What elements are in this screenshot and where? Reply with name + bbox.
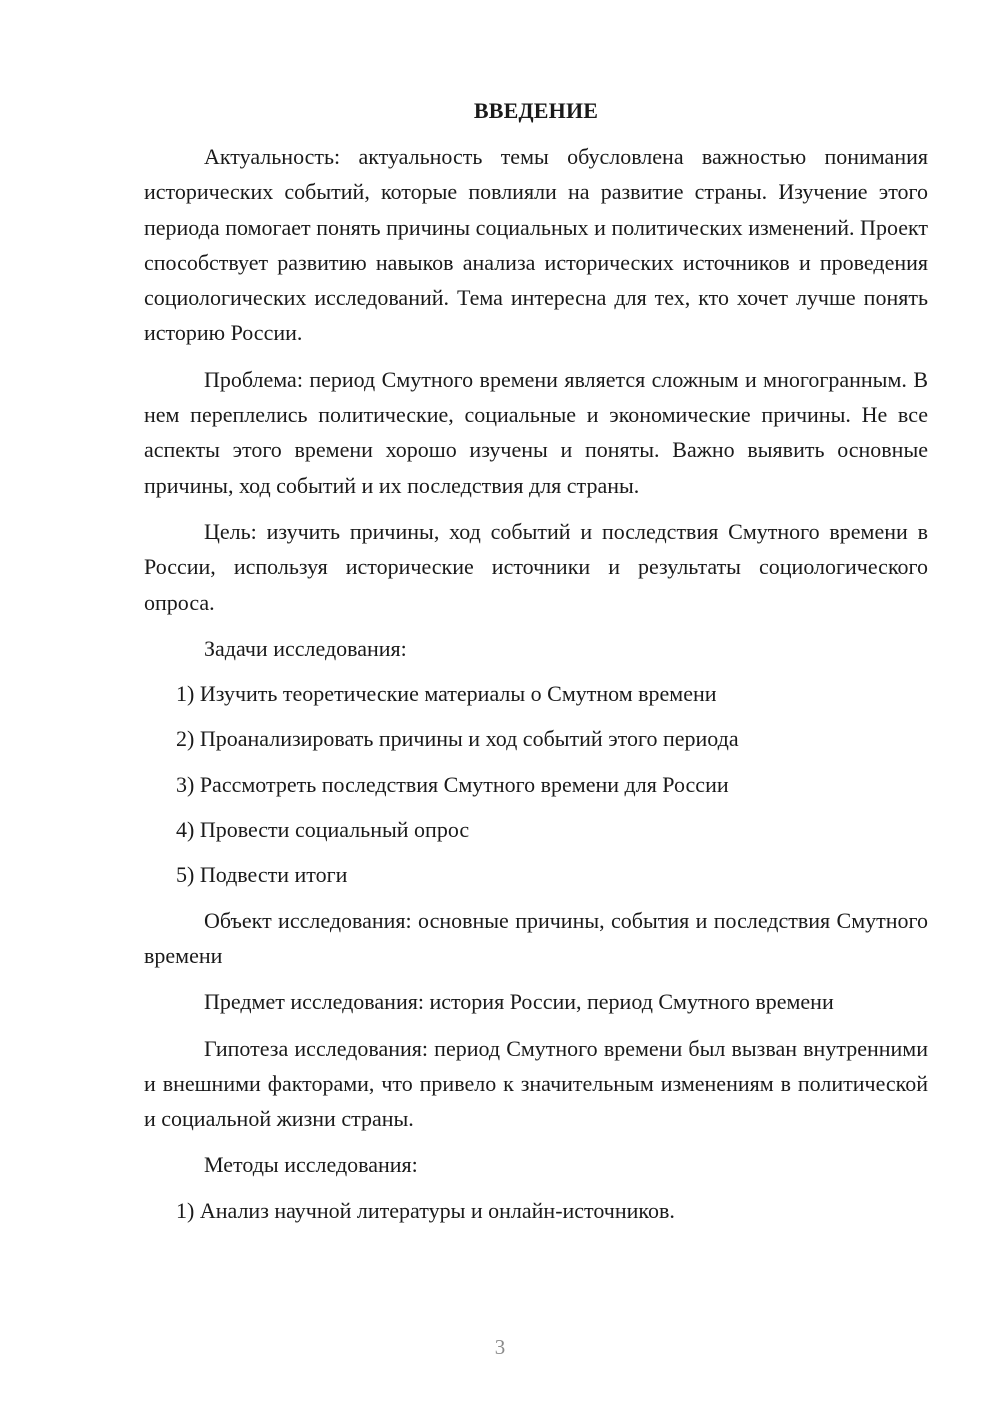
task-item: 5) Подвести итоги [176, 862, 348, 888]
task-item: 3) Рассмотреть последствия Смутного времени для России [176, 771, 729, 797]
relevance-paragraph: Актуальность: актуальность темы обусловлена важностью понимания исторических событий, которые повлияли на развитие страны. Изучение этого периода помогает понять причины социальных и политических изменений. Проект способствует развитию навыков анализа исторических источников и проведения социологических исследований. Тема интересна для тех, кто хочет лучше понять историю России. [144, 144, 928, 346]
object-paragraph: Объект исследования: основные причины, события и последствия Смутного времени [144, 907, 928, 968]
tasks-heading: Задачи исследования: [204, 635, 407, 661]
task-item: 2) Проанализировать причины и ход событий этого периода [176, 726, 739, 752]
problem-paragraph: Проблема: период Смутного времени является сложным и многогранным. В нем переплелись политические, социальные и экономические причины. Не все аспекты этого времени хорошо изучены и поняты. Важно выявить основные причины, ход событий и их последствия для страны. [144, 366, 928, 498]
page-number: 3 [494, 1335, 506, 1359]
goal-paragraph: Цель: изучить причины, ход событий и последствия Смутного времени в России, используя исторические источники и результаты социологического опроса. [144, 518, 928, 615]
section-title: ВВЕДЕНИЕ [473, 98, 599, 123]
subject-paragraph: Предмет исследования: история России, период Смутного времени [204, 989, 834, 1015]
methods-heading: Методы исследования: [204, 1152, 418, 1178]
method-item: 1) Анализ научной литературы и онлайн-источников. [176, 1197, 675, 1223]
document-page [144, 96, 928, 1316]
task-item: 4) Провести социальный опрос [176, 817, 470, 843]
tasks-list [144, 676, 928, 892]
task-item: 1) Изучить теоретические материалы о Смутном времени [176, 681, 717, 707]
hypothesis-paragraph: Гипотеза исследования: период Смутного времени был вызван внутренними и внешними факторами, что привело к значительным изменениям в политической и социальной жизни страны. [144, 1035, 928, 1132]
methods-list [144, 1193, 928, 1228]
